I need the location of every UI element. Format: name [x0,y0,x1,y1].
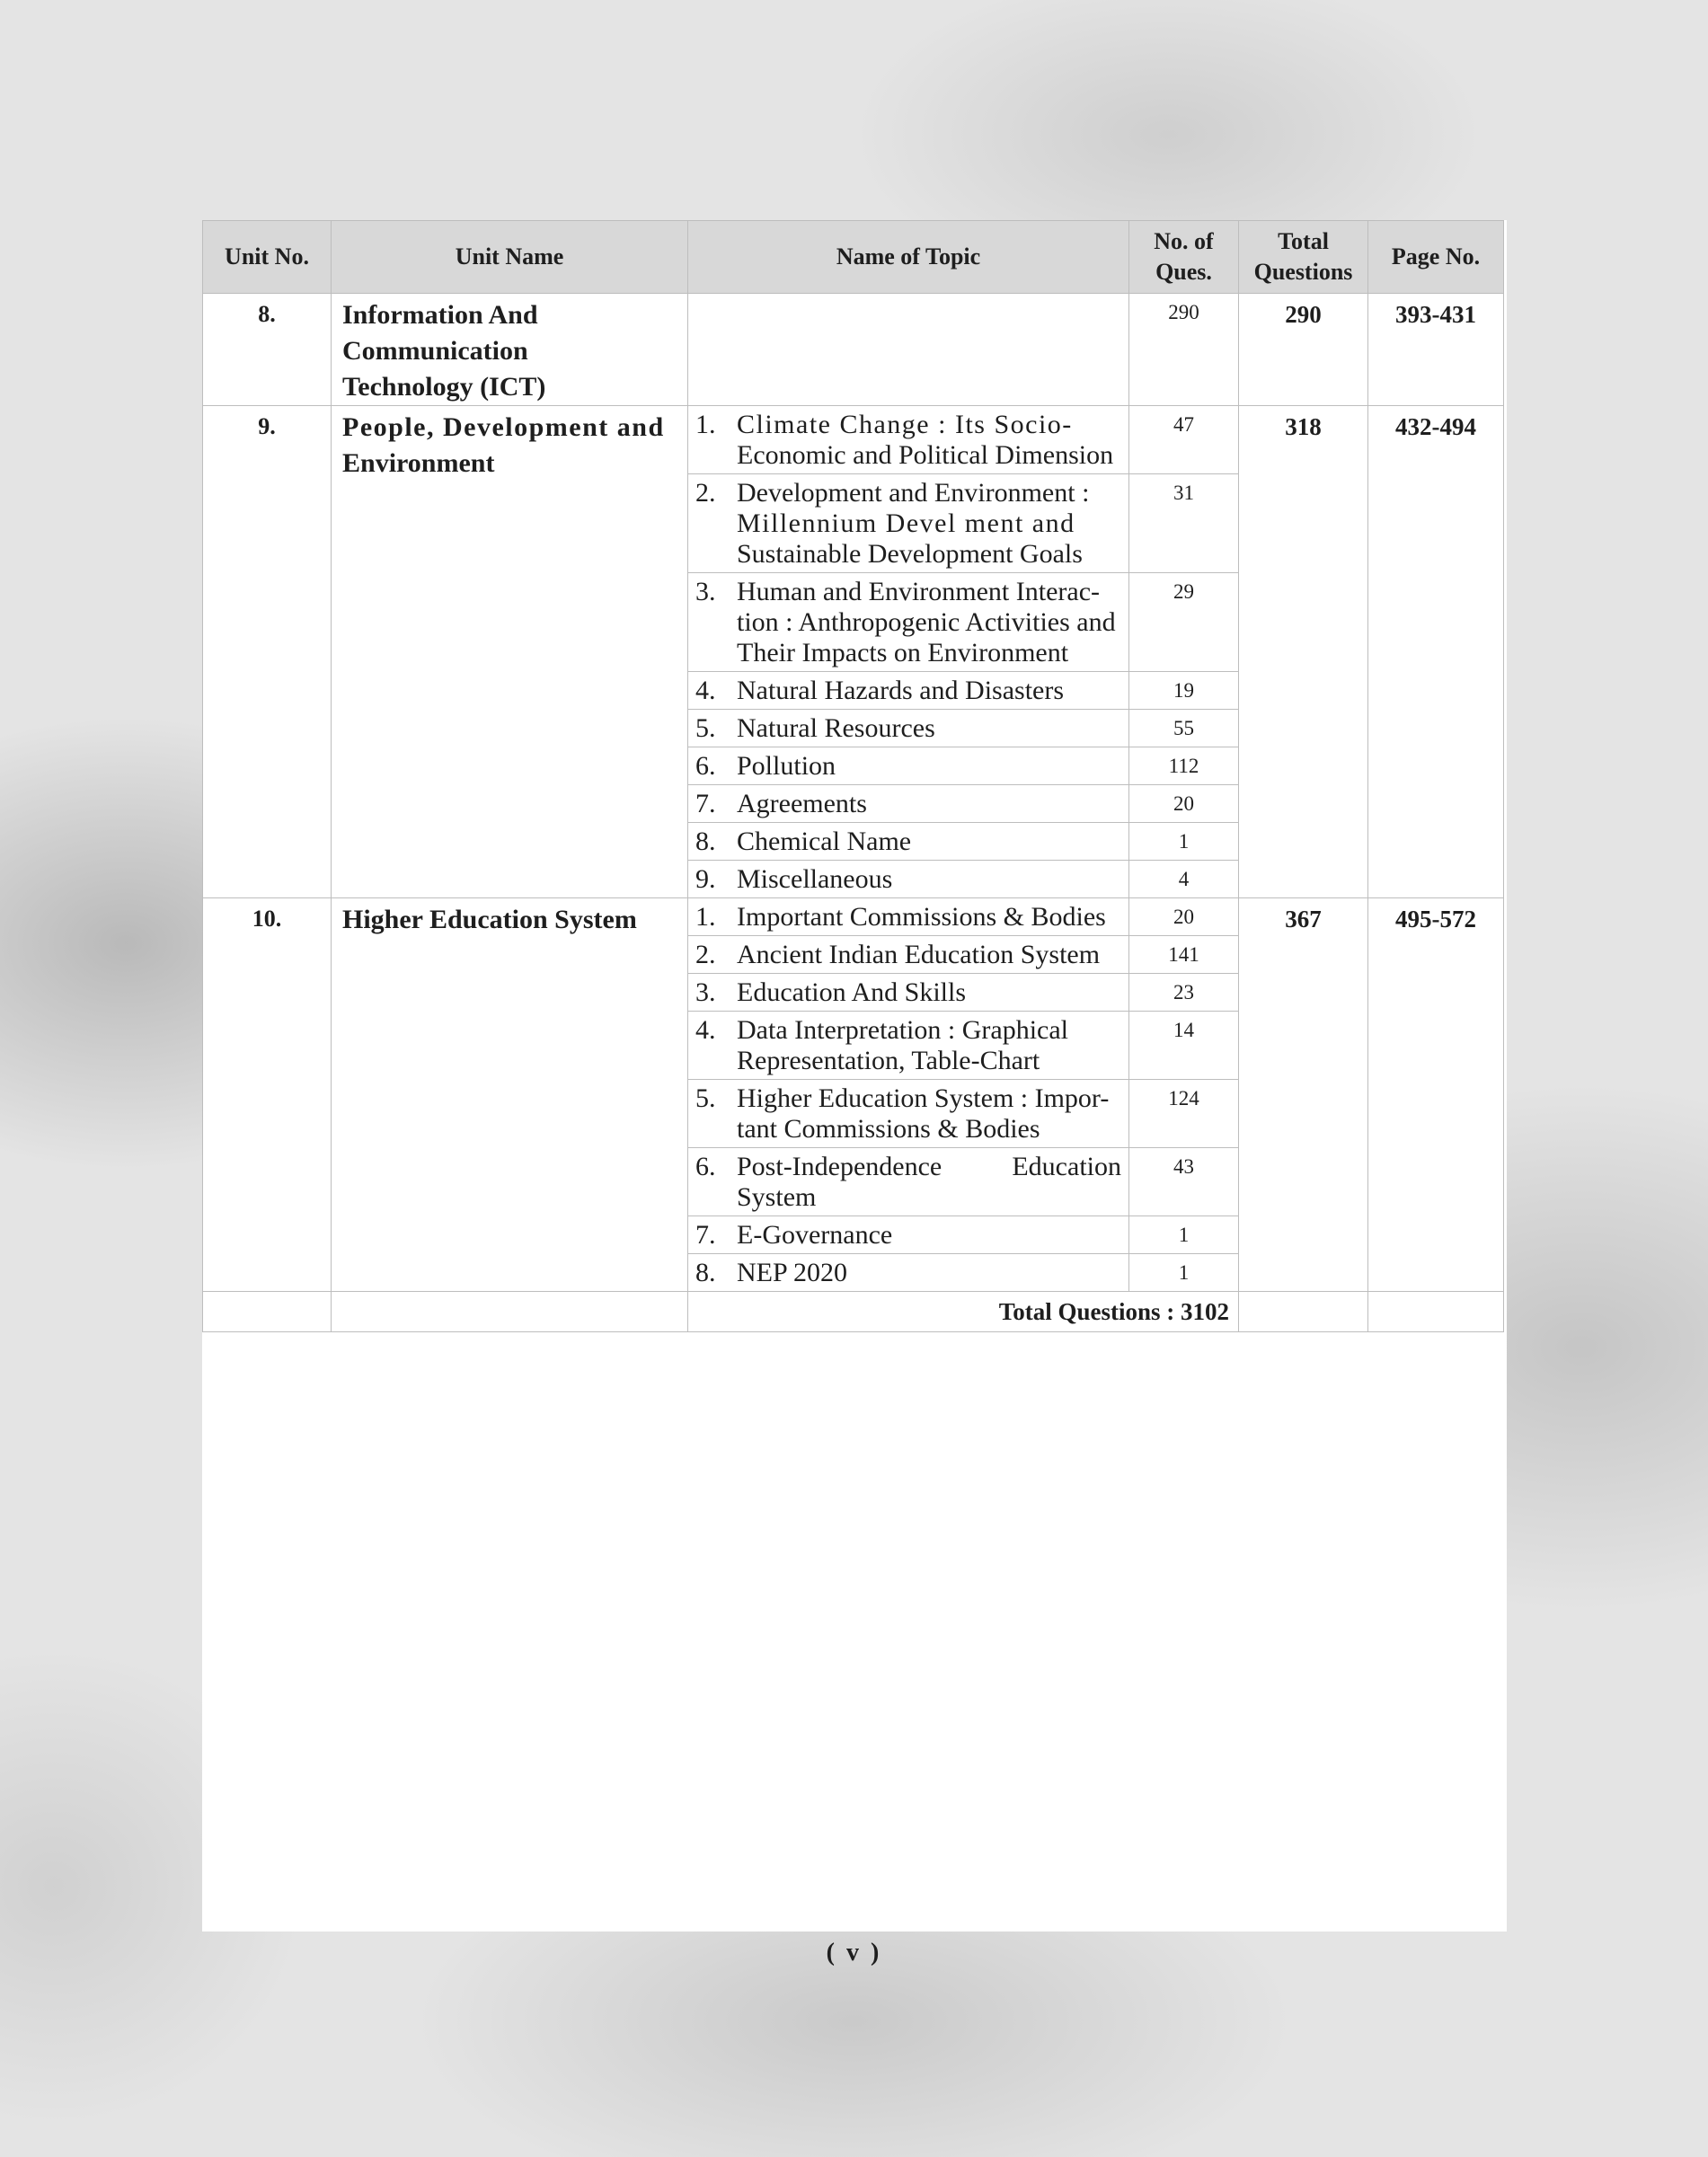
header-no-of-ques: No. of Ques. [1129,221,1239,294]
unit-page-range: 495-572 [1368,898,1504,1292]
topic-cell [688,861,1129,898]
unit-name-line: Communication [342,336,528,366]
topic-name-line: NEP 2020 [737,1258,848,1287]
unit-name [332,406,688,898]
topic-name [737,410,1121,471]
topic-cell [688,785,1129,823]
topic-name [737,1015,1121,1076]
topic-name [737,1083,1121,1145]
topic-number: 8. [695,827,716,856]
topic-number: 2. [695,478,716,508]
header-unit-no: Unit No. [203,221,332,294]
topic-name-line: Pollution [737,751,836,781]
topic-name [737,1258,1121,1288]
unit-page-range: 432-494 [1368,406,1504,898]
topic-question-count: 47 [1129,406,1239,474]
topic-number: 1. [695,902,716,932]
unit-number: 8. [203,294,332,406]
topic-name [737,789,1121,819]
topic-name [737,902,1121,933]
topic-number: 4. [695,1015,716,1045]
topic-name-line: Post-Independence Education System [737,1152,1121,1212]
topic-question-count: 19 [1129,672,1239,710]
unit-total-questions: 318 [1239,406,1368,898]
topic-item [695,827,1121,857]
header-topic: Name of Topic [688,221,1129,294]
topic-item [695,864,1121,895]
topic-item [695,1083,1121,1145]
topic-name [737,1220,1121,1251]
topic-item [695,751,1121,782]
unit-name-line: People, Development and [342,412,665,442]
grand-total-row [203,1292,1504,1332]
topic-cell [688,747,1129,785]
unit-page-range: 393-431 [1368,294,1504,406]
topic-question-count: 20 [1129,785,1239,823]
topic-question-count: 31 [1129,474,1239,573]
topic-number: 3. [695,977,716,1007]
topic-name-line: Climate Change : Its Socio- [737,410,1073,439]
topic-cell [688,672,1129,710]
topic-question-count: 14 [1129,1012,1239,1080]
topic-name-line: Agreements [737,789,867,818]
topic-cell [688,1080,1129,1148]
unit-total-questions: 290 [1239,294,1368,406]
topic-item [695,1152,1121,1213]
topic-item [695,713,1121,744]
topic-cell [688,1012,1129,1080]
topic-number: 5. [695,1083,716,1113]
unit-name-line: Environment [342,448,495,478]
topic-name [737,827,1121,857]
topic-number: 2. [695,940,716,969]
topic-number: 6. [695,1152,716,1181]
topic-name [737,713,1121,744]
table-row [203,294,1504,406]
topic-name-line: Human and Environment Interac- [737,577,1101,606]
topic-name-line: Chemical Name [737,827,912,856]
topic-question-count: 112 [1129,747,1239,785]
topic-name-line: Their Impacts on Environment [737,638,1069,667]
topic-number: 8. [695,1258,716,1287]
topic-name [737,577,1121,668]
topic-item [695,410,1121,471]
topic-item [695,577,1121,668]
topic-question-count: 1 [1129,823,1239,861]
unit-name-line: Higher Education System [342,905,637,934]
header-page-no: Page No. [1368,221,1504,294]
topic-number: 3. [695,577,716,606]
topic-name-line: tion : Anthropogenic Activities and [737,607,1116,637]
topic-question-count: 23 [1129,974,1239,1012]
topic-name [737,940,1121,970]
topic-question-count: 55 [1129,710,1239,747]
table-row [203,406,1504,474]
topic-name [737,751,1121,782]
table-header-row [203,221,1504,294]
topic-cell [688,936,1129,974]
topic-name-line: E-Governance [737,1220,893,1250]
topic-name-line: Miscellaneous [737,864,893,894]
topic-question-count: 141 [1129,936,1239,974]
topic-name [737,676,1121,706]
topic-cell [688,294,1129,406]
topic-question-count: 1 [1129,1216,1239,1254]
topic-cell [688,974,1129,1012]
topic-number: 6. [695,751,716,781]
topic-cell [688,710,1129,747]
topic-name [737,1152,1121,1213]
topic-question-count: 290 [1129,294,1239,406]
topic-item [695,977,1121,1008]
topic-item [695,1015,1121,1076]
unit-name [332,294,688,406]
topic-number: 7. [695,1220,716,1250]
topic-cell [688,1148,1129,1216]
topic-question-count: 4 [1129,861,1239,898]
topic-name-line: Representation, Table-Chart [737,1046,1040,1075]
topic-item [695,478,1121,570]
topic-question-count: 124 [1129,1080,1239,1148]
topic-number: 1. [695,410,716,439]
topic-name-line: Economic and Political Dimension [737,440,1114,470]
topic-item [695,902,1121,933]
topic-name-line: Higher Education System : Impor- [737,1083,1110,1113]
topic-cell [688,898,1129,936]
topic-cell [688,1216,1129,1254]
unit-number: 10. [203,898,332,1292]
topic-question-count: 29 [1129,573,1239,672]
unit-name [332,898,688,1292]
unit-total-questions: 367 [1239,898,1368,1292]
topic-item [695,789,1121,819]
unit-name-line: Technology (ICT) [342,372,546,402]
topic-item [695,676,1121,706]
topic-name [737,977,1121,1008]
topic-name-line: Sustainable Development Goals [737,539,1083,569]
topic-number: 4. [695,676,716,705]
topic-name-line: Ancient Indian Education System [737,940,1101,969]
header-total-questions: Total Questions [1239,221,1368,294]
topic-name-line: Education And Skills [737,977,966,1007]
grand-total: Total Questions : 3102 [688,1292,1239,1332]
topic-number: 5. [695,713,716,743]
header-unit-name: Unit Name [332,221,688,294]
topic-cell [688,1254,1129,1292]
topic-number: 7. [695,789,716,818]
unit-number: 9. [203,406,332,898]
topic-name-line: Important Commissions & Bodies [737,902,1106,932]
topic-cell [688,406,1129,474]
topic-item [695,1258,1121,1288]
topic-name-line: Development and Environment : [737,478,1090,508]
page-number: ( v ) [826,1939,882,1967]
topic-question-count: 1 [1129,1254,1239,1292]
topic-name-line: Natural Resources [737,713,935,743]
unit-name-line: Information And [342,300,538,330]
topic-cell [688,573,1129,672]
topic-name-line: Data Interpretation : Graphical [737,1015,1068,1045]
topic-number: 9. [695,864,716,894]
topic-item [695,940,1121,970]
topic-cell [688,474,1129,573]
topic-name-line: Natural Hazards and Disasters [737,676,1065,705]
table-row [203,898,1504,936]
topic-name-line: Millennium Devel ment and [737,508,1075,538]
topic-name-line: tant Commissions & Bodies [737,1114,1040,1144]
topic-cell [688,823,1129,861]
topic-question-count: 43 [1129,1148,1239,1216]
topic-name [737,478,1121,570]
content-panel [202,220,1507,1932]
topic-name [737,864,1121,895]
contents-table [202,220,1504,1332]
topic-item [695,1220,1121,1251]
topic-question-count: 20 [1129,898,1239,936]
